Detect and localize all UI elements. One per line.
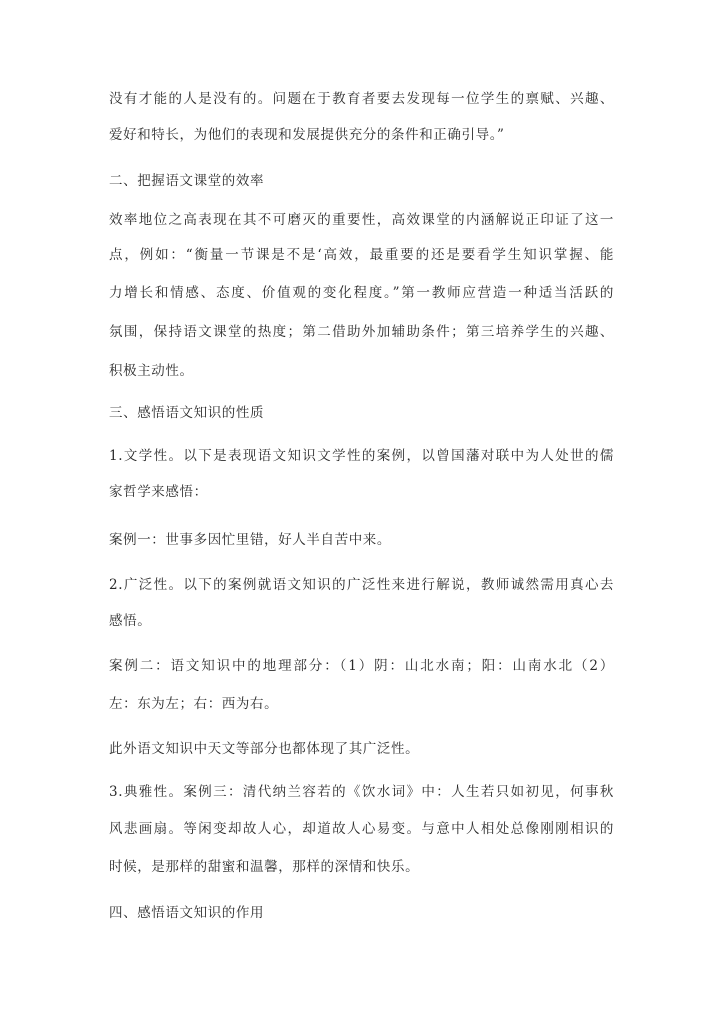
paragraph-line: 3.典雅性。案例三：清代纳兰容若的《饮水词》中：人生若只如初见，何事秋 [109,784,614,800]
paragraph-line: 此外语文知识中天文等部分也都体现了其广泛性。 [109,741,420,757]
paragraph-line: 时候，是那样的甜蜜和温馨，那样的深情和快乐。 [109,859,420,875]
paragraph-line: 2.广泛性。以下的案例就语文知识的广泛性来进行解说，教师诚然需用真心去 [109,577,614,593]
paragraph-line: 感悟。 [109,613,152,629]
paragraph-line: 风悲画扇。等闲变却故人心，却道故人心易变。与意中人相处总像刚刚相识的 [109,821,614,837]
paragraph-line: 氛围，保持语文课堂的热度；第二借助外加辅助条件；第三培养学生的兴趣、 [109,324,614,340]
section-heading: 四、感悟语文知识的作用 [109,905,265,921]
paragraph-line: 力增长和情感、态度、价值观的变化程度。”第一教师应营造一种适当活跃的 [109,285,614,301]
case-example-line: 案例一：世事多因忙里错，好人半自苦中来。 [109,532,391,548]
paragraph-line: 没有才能的人是没有的。问题在于教育者要去发现每一位学生的禀赋、兴趣、 [109,91,614,107]
paragraph-line: 效率地位之高表现在其不可磨灭的重要性，高效课堂的内涵解说正印证了这一 [109,212,614,228]
paragraph-line: 爱好和特长，为他们的表现和发展提供充分的条件和正确引导。” [109,127,505,143]
case-example-line: 案例二：语文知识中的地理部分：（1）阴：山北水南；阳：山南水北（2） [109,658,614,674]
paragraph-line: 1.文学性。以下是表现语文知识文学性的案例，以曾国藩对联中为人处世的儒 [109,448,614,464]
paragraph-line: 左：东为左；右：西为右。 [109,696,279,712]
paragraph-line: 点，例如：“衡量一节课是不是‘高效，最重要的还是要看学生知识掌握、能 [109,247,614,263]
paragraph-line: 积极主动性。 [109,363,194,379]
section-heading: 二、把握语文课堂的效率 [109,173,265,189]
section-heading: 三、感悟语文知识的性质 [109,405,265,421]
paragraph-line: 家哲学来感悟： [109,484,208,500]
